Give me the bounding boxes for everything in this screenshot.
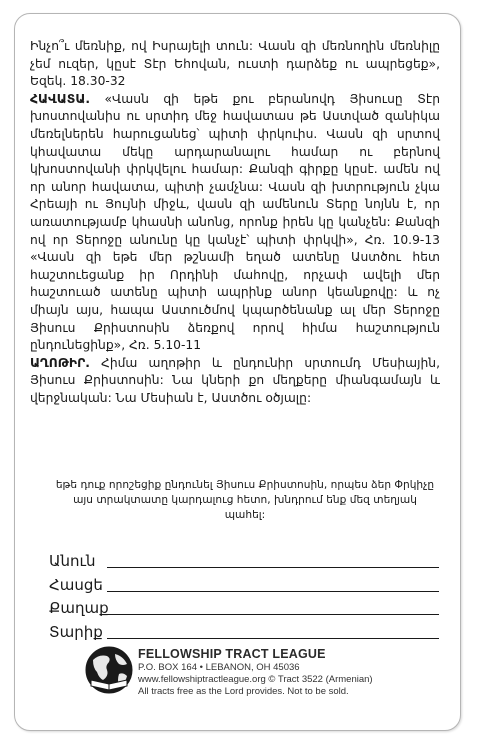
publisher-info [138, 647, 438, 698]
heading-pray: ԱՂՈԹԻՐ. [30, 355, 90, 370]
tract-body-text [30, 38, 440, 407]
form-row-city[interactable] [49, 595, 439, 618]
form-row-address[interactable] [49, 572, 439, 595]
form-row-name[interactable] [49, 548, 439, 571]
paragraph-pray-text: Հիմա աղոթիր և ընդունիր սրտումդ Մեսիային, Յիսուս Քրիստոսին: Նա կների քո մեղքերը միանգամայն և վերջնական: Նա Մեսիան է, Աստծու օծյալը: [30, 355, 440, 405]
form-line-age[interactable] [107, 623, 439, 639]
paragraph-repent-text: Ինչո՞ւ մեռնիք, ով Իսրայելի տուն: Վասն զի մեռնողին մեռնիլը չեմ ուզեր, կըսէ Տէր Եհովան, ուստի դարձեք ու ապրեցեք», Եզեկ. 18.30-32 [30, 39, 440, 89]
org-address: P.O. BOX 164 • LEBANON, OH 45036 [138, 662, 300, 673]
invitation-text: եթե դուք որոշեցիք ընդունել Յիսուս Քրիստոսին, որպես ձեր Փրկիչը այս տրակտատը կարդալուց հետո, խնդրում ենք մեզ տեղյակ պահել: [55, 479, 435, 521]
form-line-name[interactable] [107, 552, 439, 568]
form-label-city: Քաղաք [49, 599, 109, 617]
org-notice: All tracts free as the Lord provides. Not to be sold. [138, 686, 349, 697]
paragraph-repent [30, 38, 440, 91]
org-name: FELLOWSHIP TRACT LEAGUE [138, 647, 326, 661]
paragraph-believe [30, 91, 440, 355]
heading-believe: ՀԱՎԱՏԱ. [30, 91, 91, 106]
form-line-address[interactable] [107, 576, 439, 592]
form-row-age[interactable] [49, 619, 439, 642]
response-form [49, 548, 439, 642]
paragraph-believe-text: «Վասն զի եթե քու բերանովդ Յիսուսը Տէր խոստովանիս ու սրտիդ մեջ հավատաս թե Աստված զանիկա մեռելներեն հարուցանեց՝ պիտի փրկուիս. Վասն զի սրտով կհավատա մեկը արդարանալու համար ու բերնով կխոստովանի փրկվելու համար: Քանզի գիրքը կըսէ. ամեն ով որ անոր հավատա, պիտի չամչնա: Վասն զի խտրություն չկա Հրեայի ու Յույնի միջև, վասն զի ամենուն Տերը նոյնն է, որ առատությամբ կհասնի անոնց, որոնք իրեն կը կանչեն: Քանզի ով որ Տերոջը անունը կը կանչէ՝ պիտի փրկվի», Հռ. 10.9-13 «Վասն զի եթե մեր թշնամի եղած ատենը Աստծու հետ հաշտուեցանք իր Որդինի մահովը, որչափ ավելի մեր հաշտուած ատենը պիտի ապրինք անոր կեանքովը: և ոչ միայն այս, հապա Աստուծմով կպարծենանք ալ մեր Տերոջը Յիսուս Քրիստոսին ձեռքով որով հիմա հաշտություն ընդունեցինք», Հռ. 5.10-11 [30, 91, 440, 353]
org-website-line[interactable]: www.fellowshiptractleague.org © Tract 3522 (Armenian) [138, 674, 373, 685]
form-line-city[interactable] [107, 599, 439, 615]
globe-with-open-bible-logo-icon [83, 644, 135, 696]
form-label-address: Հասցե [49, 575, 103, 594]
form-label-age: Տարիք [49, 622, 103, 641]
paragraph-pray [30, 355, 440, 408]
form-label-name: Անուն [49, 552, 96, 570]
